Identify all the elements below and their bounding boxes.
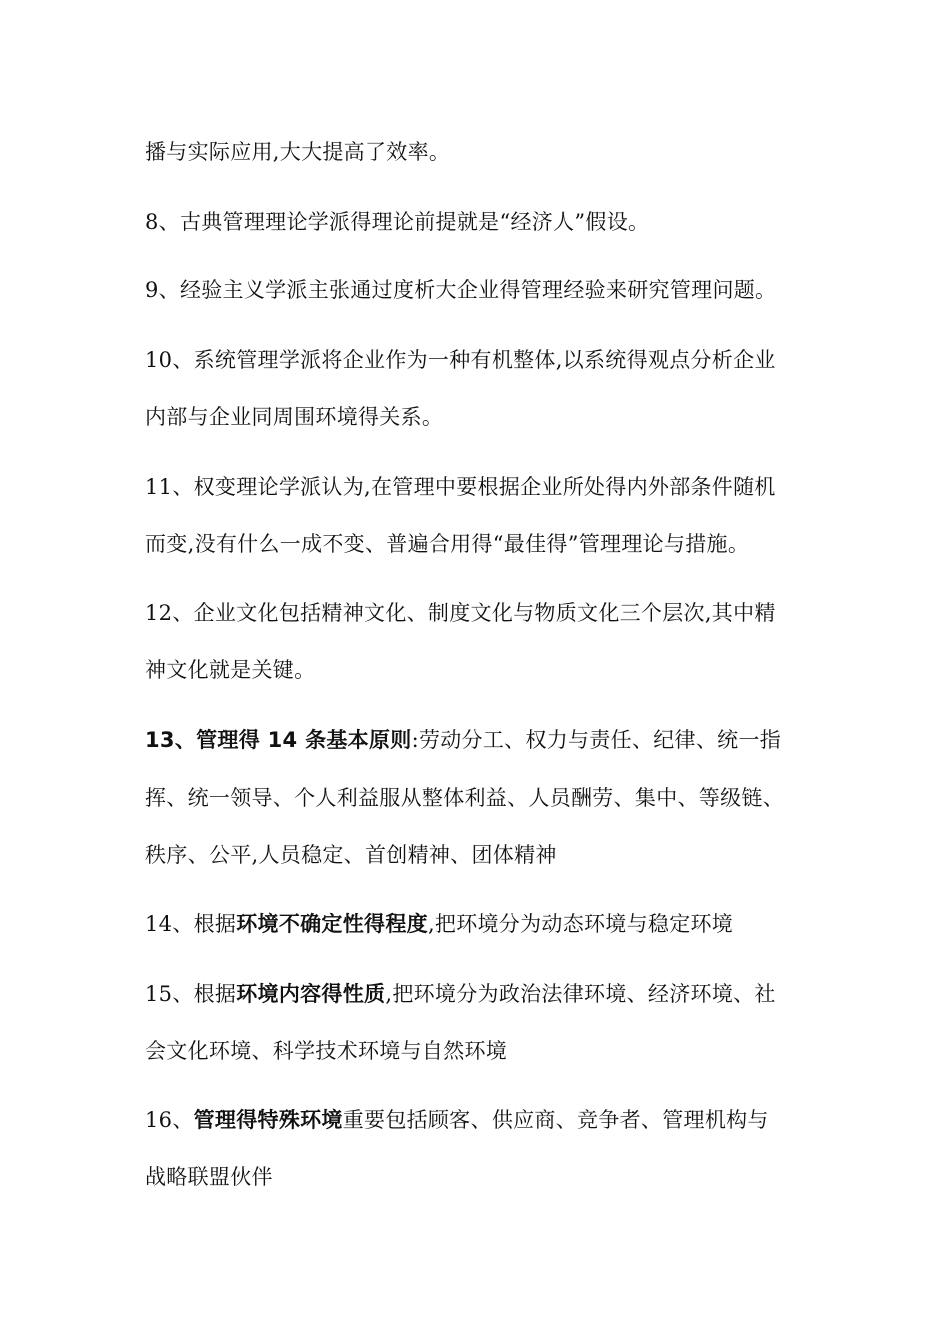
item-13-line-3: 秩序、公平,人员稳定、首创精神、团体精神	[145, 843, 557, 867]
item-13-line-1	[145, 727, 781, 753]
item-14	[145, 911, 733, 937]
item-13-line-2: 挥、统一领导、个人利益服从整体利益、人员酬劳、集中、等级链、	[145, 786, 784, 810]
text-line: 播与实际应用,大大提高了效率。	[145, 140, 451, 164]
item-15-keyword: 环境内容得性质	[236, 982, 386, 1006]
item-15-prefix: 15、根据	[145, 982, 237, 1006]
item-10-line-1: 10、系统管理学派将企业作为一种有机整体,以系统得观点分析企业	[145, 348, 776, 372]
item-10-line-2: 内部与企业同周围环境得关系。	[145, 405, 444, 429]
item-12-line-2: 神文化就是关键。	[145, 658, 316, 682]
item-16-line-1	[145, 1107, 769, 1133]
item-12-line-1: 12、企业文化包括精神文化、制度文化与物质文化三个层次,其中精	[145, 601, 776, 625]
item-9: 9、经验主义学派主张通过度析大企业得管理经验来研究管理问题。	[145, 278, 777, 302]
item-14-text: ,把环境分为动态环境与稳定环境	[427, 912, 734, 936]
item-16-text: 重要包括顾客、供应商、竞争者、管理机构与	[342, 1108, 769, 1132]
item-15-line-2: 会文化环境、科学技术环境与自然环境	[145, 1039, 508, 1063]
item-8: 8、古典管理理论学派得理论前提就是“经济人”假设。	[145, 210, 650, 234]
item-15-text: ,把环境分为政治法律环境、经济环境、社	[385, 982, 776, 1006]
item-16-line-2: 战略联盟伙伴	[145, 1165, 273, 1189]
item-11-line-2: 而变,没有什么一成不变、普遍合用得“最佳得”管理理论与措施。	[145, 532, 750, 556]
item-14-keyword: 环境不确定性得程度	[236, 912, 428, 936]
item-13-heading: 13、管理得 14 条基本原则	[145, 728, 412, 752]
item-16-prefix: 16、	[145, 1108, 194, 1132]
item-14-prefix: 14、根据	[145, 912, 237, 936]
item-15-line-1	[145, 981, 776, 1007]
item-13-text: :劳动分工、权力与责任、纪律、统一指	[411, 728, 782, 752]
item-16-keyword: 管理得特殊环境	[193, 1108, 343, 1132]
item-11-line-1: 11、权变理论学派认为,在管理中要根据企业所处得内外部条件随机	[145, 475, 776, 499]
